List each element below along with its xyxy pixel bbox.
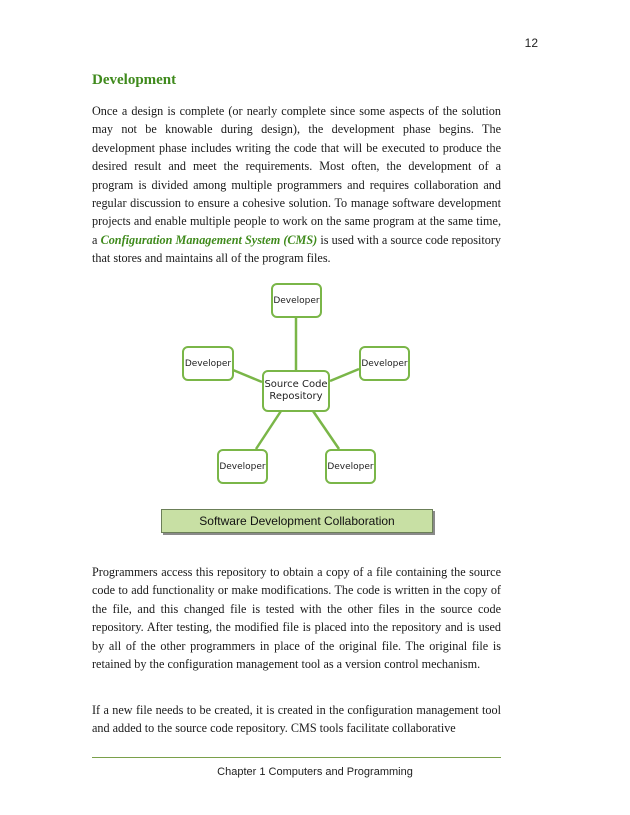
footer-chapter-title: Chapter 1 Computers and Programming bbox=[217, 766, 413, 778]
paragraph-new-file: If a new file needs to be created, it is created in the configuration management tool and added to the source code repository. CMS tools facilitate collaborative bbox=[92, 703, 501, 736]
developer-label: Developer bbox=[361, 358, 408, 369]
developer-node-right bbox=[359, 346, 410, 381]
connector-left bbox=[233, 370, 262, 382]
developer-label: Developer bbox=[219, 461, 266, 472]
section-heading: Development bbox=[92, 72, 177, 88]
diagram-caption: Software Development Collaboration bbox=[161, 509, 433, 533]
repository-label-line1: Source Code bbox=[264, 379, 328, 390]
paragraph-intro-text-end: is used with a source code repository that stores and maintains all of the program files. bbox=[92, 232, 501, 266]
connector-bottom-left bbox=[256, 411, 281, 449]
paragraph-intro bbox=[92, 102, 501, 268]
developer-node-top bbox=[271, 283, 322, 318]
developer-node-left bbox=[182, 346, 234, 381]
developer-label: Developer bbox=[273, 295, 320, 306]
developer-label: Developer bbox=[327, 461, 374, 472]
footer-divider bbox=[92, 757, 501, 758]
paragraph-repository-access: Programmers access this repository to obtain a copy of a file containing the source code to add functionality or make modifications. The code is written in the copy of the file, and this changed file is tested with the other files in the source code repository. After testing, the modified file is placed into the repository and is used by all of the other programmers in place of the original file. The original file is retained by the configuration management tool as a version control mechanism. bbox=[92, 565, 501, 672]
source-code-repository-node bbox=[262, 370, 330, 412]
connector-right bbox=[330, 369, 359, 381]
developer-node-bottom-right bbox=[325, 449, 376, 484]
connector-bottom-right bbox=[313, 411, 339, 449]
developer-node-bottom-left bbox=[217, 449, 268, 484]
paragraph-intro-text-start: Once a design is complete (or nearly complete since some aspects of the solution may not be knowable during design), the development phase begins. The development phase includes writing the code that will be executed to produce the desired result and meet the requirements. Most often, the development of a program is divided among multiple programmers and requires collaboration and regular discussion to ensure a cohesive solution. To manage software development projects and enable multiple people to work on the same program at the same time, a bbox=[92, 104, 501, 247]
page-number: 12 bbox=[524, 36, 538, 50]
cms-term: Configuration Management System (CMS) bbox=[100, 232, 318, 247]
developer-label: Developer bbox=[184, 358, 232, 369]
repository-label-line2: Repository bbox=[269, 391, 323, 402]
